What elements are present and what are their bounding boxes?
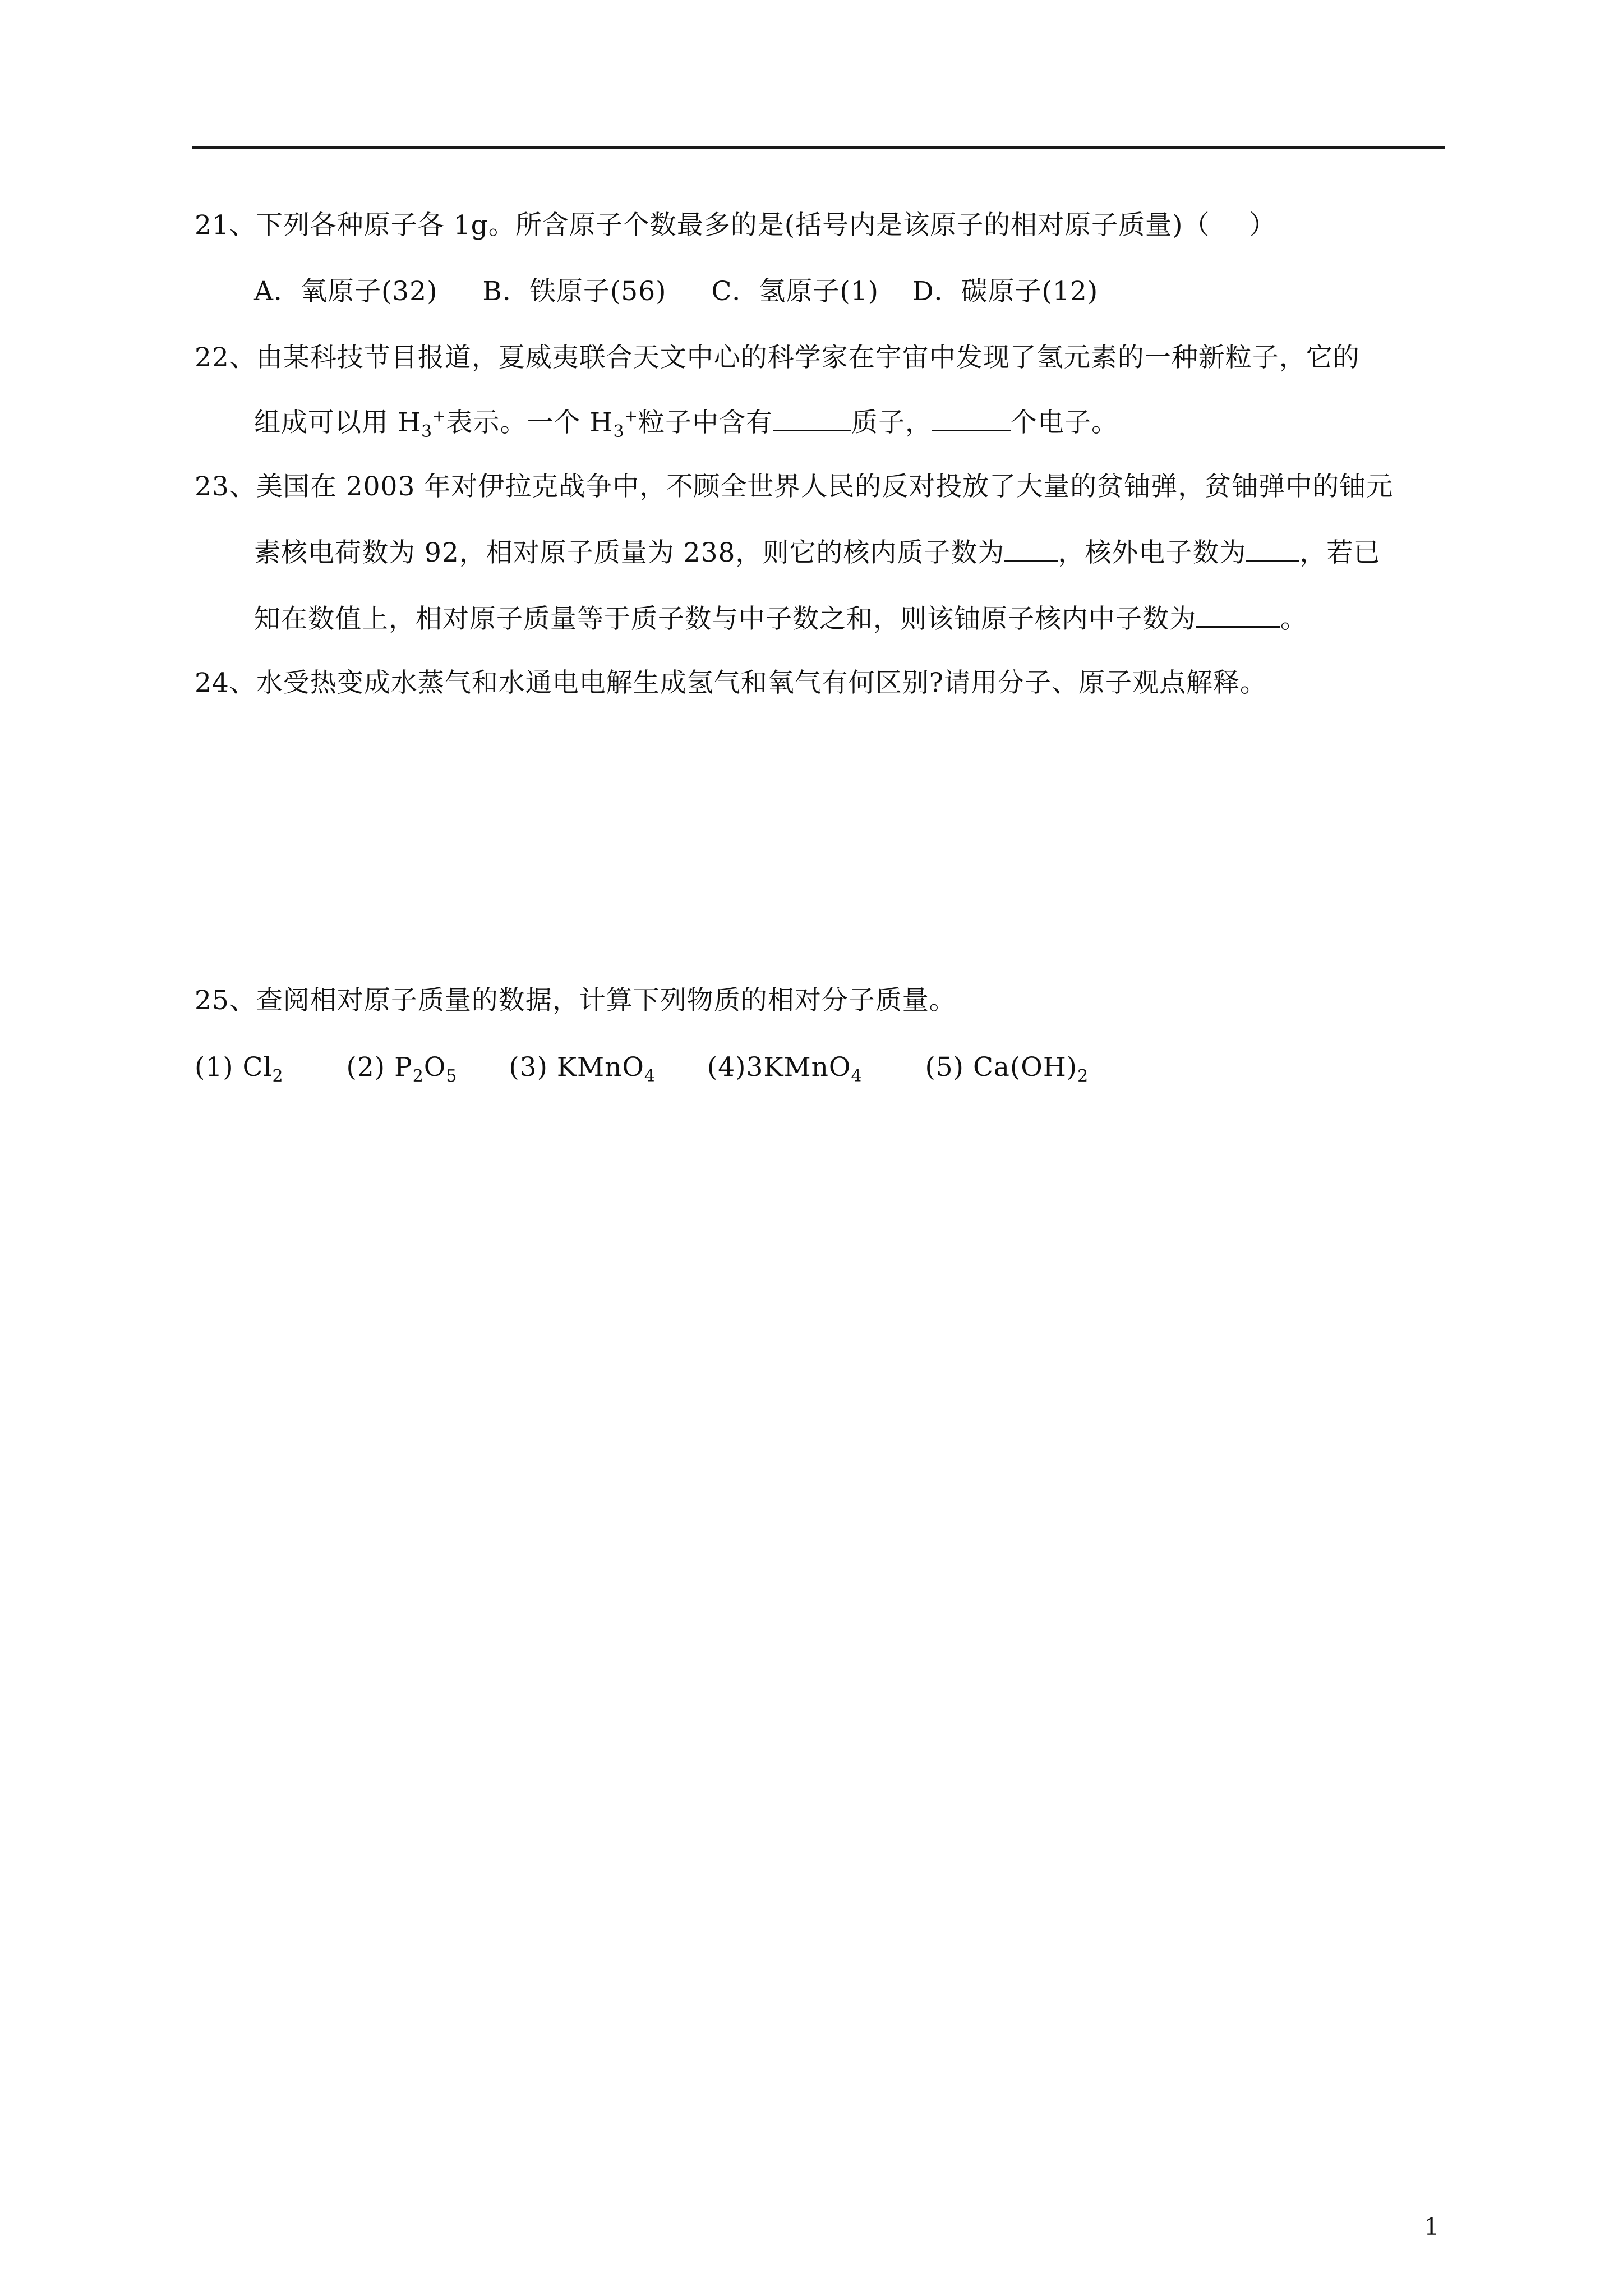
q23-text-d: 知在数值上，相对原子质量等于质子数与中子数之和，则该铀原子核内中子数为 bbox=[254, 604, 1196, 634]
answer-blank-protons[interactable] bbox=[773, 405, 851, 431]
page-number: 1 bbox=[1424, 2213, 1439, 2240]
q22-superscript-2: + bbox=[624, 407, 638, 425]
q22-text-a: 组成可以用 H bbox=[254, 407, 421, 438]
answer-blank-electron-count[interactable] bbox=[1246, 535, 1299, 562]
question-21-text: 21、下列各种原子各 1g。所含原子个数最多的是(括号内是该原子的相对原子质量)（ bbox=[195, 210, 1210, 241]
q22-text-b: 表示。一个 H bbox=[446, 407, 614, 438]
option-a: A．氧原子(32) bbox=[254, 276, 438, 307]
q22-text-e: 个电子。 bbox=[1011, 407, 1118, 438]
q25-item-3: (3) KMnO$_4$ bbox=[509, 1052, 656, 1086]
q23-text-b: ，核外电子数为 bbox=[1058, 537, 1247, 568]
question-21-stem bbox=[195, 209, 1276, 242]
answer-blank-proton-count[interactable] bbox=[1004, 535, 1058, 562]
question-22-line-2 bbox=[254, 405, 1118, 440]
q22-subscript-2: 3 bbox=[613, 422, 625, 441]
option-d: D．碳原子(12) bbox=[912, 276, 1099, 307]
question-23-line-1: 23、美国在 2003 年对伊拉克战争中，不顾全世界人民的反对投放了大量的贫铀弹，贫铀弹中的铀元 bbox=[195, 471, 1394, 502]
q23-text-a: 素核电荷数为 92，相对原子质量为 238，则它的核内质子数为 bbox=[254, 537, 1005, 568]
question-21-paren-close: ） bbox=[1249, 210, 1276, 241]
q22-superscript-1: + bbox=[432, 407, 446, 425]
answer-blank-electrons[interactable] bbox=[932, 405, 1011, 431]
option-c: C．氢原子(1) bbox=[711, 276, 879, 307]
question-25: 25、查阅相对原子质量的数据，计算下列物质的相对分子质量。 bbox=[195, 985, 956, 1016]
question-23-line-3 bbox=[254, 601, 1307, 636]
question-21-options bbox=[254, 275, 1098, 309]
header-rule bbox=[192, 146, 1445, 149]
answer-blank-neutron-count[interactable] bbox=[1196, 601, 1280, 628]
question-23-line-2 bbox=[254, 535, 1380, 570]
q25-item-2: (2) $P_2O_5$ bbox=[346, 1052, 458, 1086]
question-22-line-1: 22、由某科技节目报道，夏威夷联合天文中心的科学家在宇宙中发现了氢元素的一种新粒子，它的 bbox=[195, 342, 1360, 373]
option-b: B．铁原子(56) bbox=[482, 276, 667, 307]
q23-text-c: ，若已 bbox=[1299, 537, 1381, 568]
q25-item-5: (5) $Ca(OH)_2$ bbox=[925, 1052, 1089, 1086]
question-24: 24、水受热变成水蒸气和水通电电解生成氢气和氧气有何区别?请用分子、原子观点解释。 bbox=[195, 668, 1267, 698]
q25-item-4: (4)3KMnO$_4$ bbox=[707, 1052, 863, 1086]
q22-subscript-1: 3 bbox=[421, 422, 433, 441]
question-25-items bbox=[195, 1051, 1089, 1084]
q23-text-e: 。 bbox=[1280, 604, 1307, 634]
q25-item-1: (1) $Cl_2$ bbox=[195, 1052, 284, 1086]
q22-text-c: 粒子中含有 bbox=[638, 407, 773, 438]
q22-text-d: 质子， bbox=[851, 407, 932, 438]
